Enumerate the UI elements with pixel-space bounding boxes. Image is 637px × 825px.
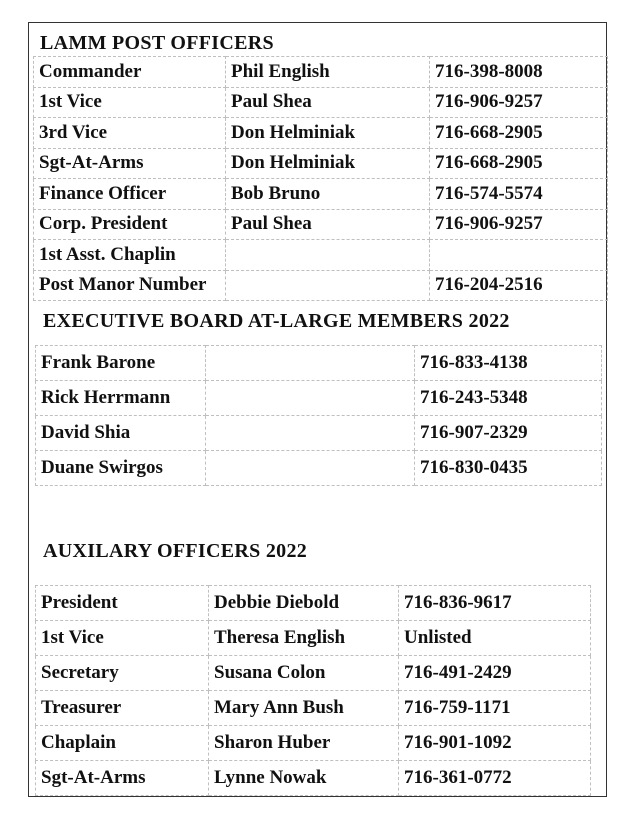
auxiliary-officer-name-cell: Debbie Diebold: [209, 586, 399, 621]
auxiliary-officer-row: [36, 586, 591, 621]
post-officer-phone-cell: 716-574-5574: [430, 179, 608, 210]
post-officer-name-cell: Paul Shea: [226, 87, 430, 118]
executive-member-extra-cell: [206, 451, 415, 486]
executive-member-name-cell: Duane Swirgos: [36, 451, 206, 486]
post-officers-table: [33, 56, 608, 301]
post-officer-row: [34, 270, 608, 301]
post-officer-row: [34, 87, 608, 118]
executive-member-extra-cell: [206, 416, 415, 451]
auxiliary-officer-name-cell: Lynne Nowak: [209, 761, 399, 796]
executive-member-phone-cell: 716-830-0435: [415, 451, 602, 486]
executive-board-table: [35, 345, 602, 486]
auxiliary-officer-role-cell: President: [36, 586, 209, 621]
auxiliary-officer-phone-cell: 716-759-1171: [399, 691, 591, 726]
auxiliary-officers-table: [35, 585, 591, 796]
executive-member-extra-cell: [206, 381, 415, 416]
post-officers-body: [34, 57, 608, 301]
post-officer-phone-cell: [430, 240, 608, 271]
auxiliary-officer-role-cell: 1st Vice: [36, 621, 209, 656]
post-officer-row: [34, 118, 608, 149]
auxiliary-officer-name-cell: Mary Ann Bush: [209, 691, 399, 726]
executive-member-name-cell: Frank Barone: [36, 346, 206, 381]
post-officer-phone-cell: 716-668-2905: [430, 148, 608, 179]
post-officer-phone-cell: 716-906-9257: [430, 209, 608, 240]
auxiliary-officers-body: [36, 586, 591, 796]
post-officer-name-cell: Phil English: [226, 57, 430, 88]
auxiliary-officer-role-cell: Sgt-At-Arms: [36, 761, 209, 796]
post-officer-role-cell: 1st Asst. Chaplin: [34, 240, 226, 271]
post-officer-role-cell: Commander: [34, 57, 226, 88]
auxiliary-officer-name-cell: Susana Colon: [209, 656, 399, 691]
executive-member-phone-cell: 716-907-2329: [415, 416, 602, 451]
auxiliary-officer-role-cell: Treasurer: [36, 691, 209, 726]
executive-board-title: EXECUTIVE BOARD AT-LARGE MEMBERS 2022: [43, 310, 510, 332]
post-officer-name-cell: [226, 270, 430, 301]
auxiliary-officer-role-cell: Chaplain: [36, 726, 209, 761]
auxiliary-officer-row: [36, 656, 591, 691]
post-officer-phone-cell: 716-398-8008: [430, 57, 608, 88]
post-officer-row: [34, 57, 608, 88]
executive-member-phone-cell: 716-833-4138: [415, 346, 602, 381]
executive-member-name-cell: David Shia: [36, 416, 206, 451]
executive-board-body: [36, 346, 602, 486]
post-officer-phone-cell: 716-906-9257: [430, 87, 608, 118]
post-officer-role-cell: Corp. President: [34, 209, 226, 240]
auxiliary-officer-name-cell: Theresa English: [209, 621, 399, 656]
auxiliary-officer-row: [36, 761, 591, 796]
post-officer-role-cell: Post Manor Number: [34, 270, 226, 301]
auxiliary-officer-role-cell: Secretary: [36, 656, 209, 691]
post-officer-name-cell: Paul Shea: [226, 209, 430, 240]
post-officer-row: [34, 209, 608, 240]
executive-member-row: [36, 416, 602, 451]
post-officer-role-cell: 3rd Vice: [34, 118, 226, 149]
executive-member-row: [36, 451, 602, 486]
executive-member-row: [36, 381, 602, 416]
post-officer-role-cell: Finance Officer: [34, 179, 226, 210]
post-officer-name-cell: Don Helminiak: [226, 118, 430, 149]
executive-member-name-cell: Rick Herrmann: [36, 381, 206, 416]
post-officer-name-cell: Bob Bruno: [226, 179, 430, 210]
auxiliary-officer-phone-cell: 716-901-1092: [399, 726, 591, 761]
post-officer-row: [34, 179, 608, 210]
auxiliary-officer-phone-cell: Unlisted: [399, 621, 591, 656]
auxiliary-officer-phone-cell: 716-491-2429: [399, 656, 591, 691]
post-officer-name-cell: Don Helminiak: [226, 148, 430, 179]
executive-member-phone-cell: 716-243-5348: [415, 381, 602, 416]
auxiliary-officers-title: AUXILARY OFFICERS 2022: [43, 540, 308, 562]
post-officer-phone-cell: 716-668-2905: [430, 118, 608, 149]
post-officer-role-cell: 1st Vice: [34, 87, 226, 118]
post-officer-row: [34, 240, 608, 271]
post-officer-phone-cell: 716-204-2516: [430, 270, 608, 301]
post-officer-row: [34, 148, 608, 179]
auxiliary-officer-row: [36, 621, 591, 656]
post-officer-name-cell: [226, 240, 430, 271]
auxiliary-officer-row: [36, 691, 591, 726]
auxiliary-officer-phone-cell: 716-361-0772: [399, 761, 591, 796]
auxiliary-officer-row: [36, 726, 591, 761]
post-officer-role-cell: Sgt-At-Arms: [34, 148, 226, 179]
auxiliary-officer-phone-cell: 716-836-9617: [399, 586, 591, 621]
executive-member-extra-cell: [206, 346, 415, 381]
auxiliary-officer-name-cell: Sharon Huber: [209, 726, 399, 761]
executive-member-row: [36, 346, 602, 381]
post-officers-title: LAMM POST OFFICERS: [40, 32, 274, 54]
